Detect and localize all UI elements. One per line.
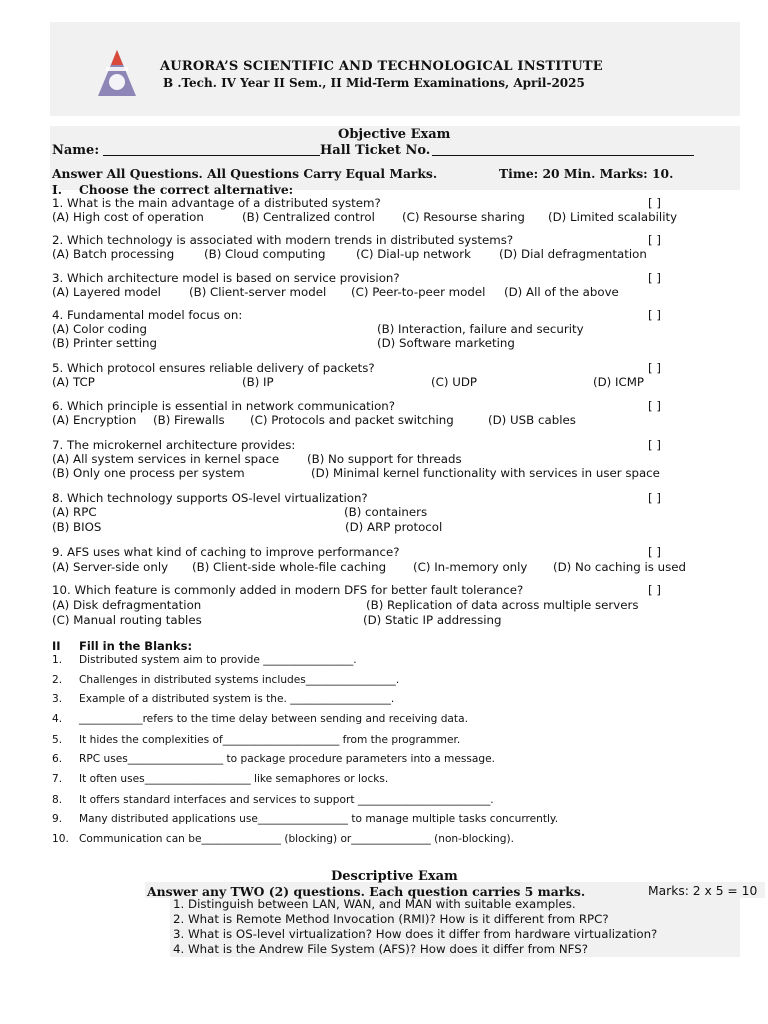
blank-4-number: 4. (52, 713, 63, 725)
blank-5-text: It hides the complexities of______________________ from the programmer. (79, 734, 461, 746)
blank-3-number: 3. (52, 693, 63, 705)
q4-option-a: (A) Color coding (52, 322, 148, 336)
section-1-number: I. (52, 182, 63, 197)
q5-option-c: (C) UDP (431, 375, 478, 389)
q10-option-c: (C) Manual routing tables (52, 613, 202, 627)
q4-option-b: (B) Interaction, failure and security (377, 322, 584, 336)
descriptive-q1-number: 1. (173, 897, 185, 911)
blank-3-text: Example of a distributed system is the. ___________________. (79, 693, 395, 705)
answer-bracket-8[interactable]: [ ] (648, 491, 661, 505)
q7-option-a: (A) All system services in kernel space (52, 452, 280, 466)
blank-7-text: It often uses____________________ like semaphores or locks. (79, 773, 389, 785)
question-4: 4. Fundamental model focus on: (52, 308, 243, 322)
descriptive-marks: Marks: 2 x 5 = 10 (648, 884, 758, 898)
blank-10-number: 10. (52, 833, 69, 845)
q9-option-b: (B) Client-side whole-file caching (192, 560, 387, 574)
blank-10-text: Communication can be_______________ (blocking) or_______________ (non-blocking). (79, 833, 514, 845)
q6-option-a: (A) Encryption (52, 413, 137, 427)
answer-bracket-3[interactable]: [ ] (648, 271, 661, 285)
q1-option-c: (C) Resourse sharing (402, 210, 525, 224)
blank-9-number: 9. (52, 813, 63, 825)
descriptive-q1-text: Distinguish between LAN, WAN, and MAN with suitable examples. (188, 897, 576, 911)
descriptive-q2-text: What is Remote Method Invocation (RMI)? How is it different from RPC? (188, 912, 609, 926)
q7-option-d: (D) Minimal kernel functionality with services in user space (311, 466, 660, 480)
question-7: 7. The microkernel architecture provides: (52, 438, 296, 452)
q5-option-d: (D) ICMP (593, 375, 645, 389)
question-3: 3. Which architecture model is based on service provision? (52, 271, 400, 285)
descriptive-q3-number: 3. (173, 927, 185, 941)
blank-8-text: It offers standard interfaces and services to support _________________________. (79, 794, 494, 806)
blank-1-text: Distributed system aim to provide _________________. (79, 654, 357, 666)
answer-bracket-7[interactable]: [ ] (648, 438, 661, 452)
q7-option-c: (B) Only one process per system (52, 466, 245, 480)
blank-6-text: RPC uses__________________ to package procedure parameters into a message. (79, 753, 496, 765)
descriptive-q4-text: What is the Andrew File System (AFS)? How does it differ from NFS? (188, 942, 588, 956)
blank-2-text: Challenges in distributed systems includes_________________. (79, 674, 400, 686)
hall-ticket-field[interactable] (432, 142, 694, 156)
section-2-title: Fill in the Blanks: (79, 639, 193, 653)
q1-option-a: (A) High cost of operation (52, 210, 204, 224)
descriptive-exam-title: Descriptive Exam (331, 869, 458, 884)
q3-option-c: (C) Peer-to-peer model (351, 285, 486, 299)
instructions: Answer All Questions. All Questions Carry Equal Marks. (52, 166, 438, 181)
section-1-title: Choose the correct alternative: (79, 182, 294, 197)
answer-bracket-9[interactable]: [ ] (648, 545, 661, 559)
q3-option-b: (B) Client-server model (189, 285, 327, 299)
question-8: 8. Which technology supports OS-level virtualization? (52, 491, 368, 505)
q8-option-d: (D) ARP protocol (345, 520, 443, 534)
blank-9-text: Many distributed applications use_________________ to manage multiple tasks concurrently. (79, 813, 559, 825)
q9-option-a: (A) Server-side only (52, 560, 169, 574)
blank-6-number: 6. (52, 753, 63, 765)
q7-option-b: (B) No support for threads (307, 452, 462, 466)
q9-option-c: (C) In-memory only (413, 560, 528, 574)
blank-8-number: 8. (52, 794, 63, 806)
question-6: 6. Which principle is essential in network communication? (52, 399, 396, 413)
q6-option-c: (C) Protocols and packet switching (250, 413, 454, 427)
hall-ticket-label: Hall Ticket No. (320, 143, 431, 158)
q1-option-b: (B) Centralized control (242, 210, 375, 224)
answer-bracket-6[interactable]: [ ] (648, 399, 661, 413)
q8-option-b: (B) containers (344, 505, 428, 519)
q9-option-d: (D) No caching is used (553, 560, 687, 574)
q4-option-d: (D) Software marketing (377, 336, 515, 350)
question-1: 1. What is the main advantage of a distributed system? (52, 196, 381, 210)
question-10: 10. Which feature is commonly added in modern DFS for better fault tolerance? (52, 583, 524, 597)
objective-exam-title: Objective Exam (338, 127, 451, 142)
name-field[interactable] (103, 142, 320, 156)
descriptive-q2-number: 2. (173, 912, 185, 926)
blank-1-number: 1. (52, 654, 63, 666)
descriptive-q4-number: 4. (173, 942, 185, 956)
descriptive-q3-text: What is OS-level virtualization? How does it differ from hardware virtualization? (188, 927, 658, 941)
q5-option-a: (A) TCP (52, 375, 95, 389)
institute-logo (96, 46, 138, 98)
descriptive-instructions: Answer any TWO (2) questions. Each question carries 5 marks. (147, 884, 586, 899)
q8-option-c: (B) BIOS (52, 520, 102, 534)
q10-option-d: (D) Static IP addressing (363, 613, 502, 627)
answer-bracket-4[interactable]: [ ] (648, 308, 661, 322)
exam-title: B .Tech. IV Year II Sem., II Mid-Term Examinations, April-2025 (163, 76, 585, 90)
blank-7-number: 7. (52, 773, 63, 785)
question-2: 2. Which technology is associated with modern trends in distributed systems? (52, 233, 514, 247)
q10-option-b: (B) Replication of data across multiple servers (366, 598, 639, 612)
answer-bracket-5[interactable]: [ ] (648, 361, 661, 375)
q10-option-a: (A) Disk defragmentation (52, 598, 202, 612)
q3-option-a: (A) Layered model (52, 285, 161, 299)
q2-option-b: (B) Cloud computing (204, 247, 326, 261)
q8-option-a: (A) RPC (52, 505, 97, 519)
q4-option-c: (B) Printer setting (52, 336, 157, 350)
q2-option-a: (A) Batch processing (52, 247, 175, 261)
blank-2-number: 2. (52, 674, 63, 686)
blank-5-number: 5. (52, 734, 63, 746)
q1-option-d: (D) Limited scalability (548, 210, 678, 224)
name-label: Name: (52, 143, 100, 158)
q2-option-c: (C) Dial-up network (356, 247, 471, 261)
time-marks: Time: 20 Min. Marks: 10. (499, 166, 674, 181)
q2-option-d: (D) Dial defragmentation (499, 247, 647, 261)
blank-4-text: ____________refers to the time delay between sending and receiving data. (79, 713, 468, 725)
answer-bracket-1[interactable]: [ ] (648, 196, 661, 210)
answer-bracket-10[interactable]: [ ] (648, 583, 661, 597)
answer-bracket-2[interactable]: [ ] (648, 233, 661, 247)
question-9: 9. AFS uses what kind of caching to improve performance? (52, 545, 400, 559)
q6-option-b: (B) Firewalls (153, 413, 225, 427)
question-5: 5. Which protocol ensures reliable delivery of packets? (52, 361, 375, 375)
q6-option-d: (D) USB cables (488, 413, 576, 427)
q3-option-d: (D) All of the above (504, 285, 619, 299)
institute-name: AURORA’S SCIENTIFIC AND TECHNOLOGICAL INSTITUTE (160, 59, 603, 74)
section-2-number: II (52, 639, 61, 653)
q5-option-b: (B) IP (242, 375, 274, 389)
